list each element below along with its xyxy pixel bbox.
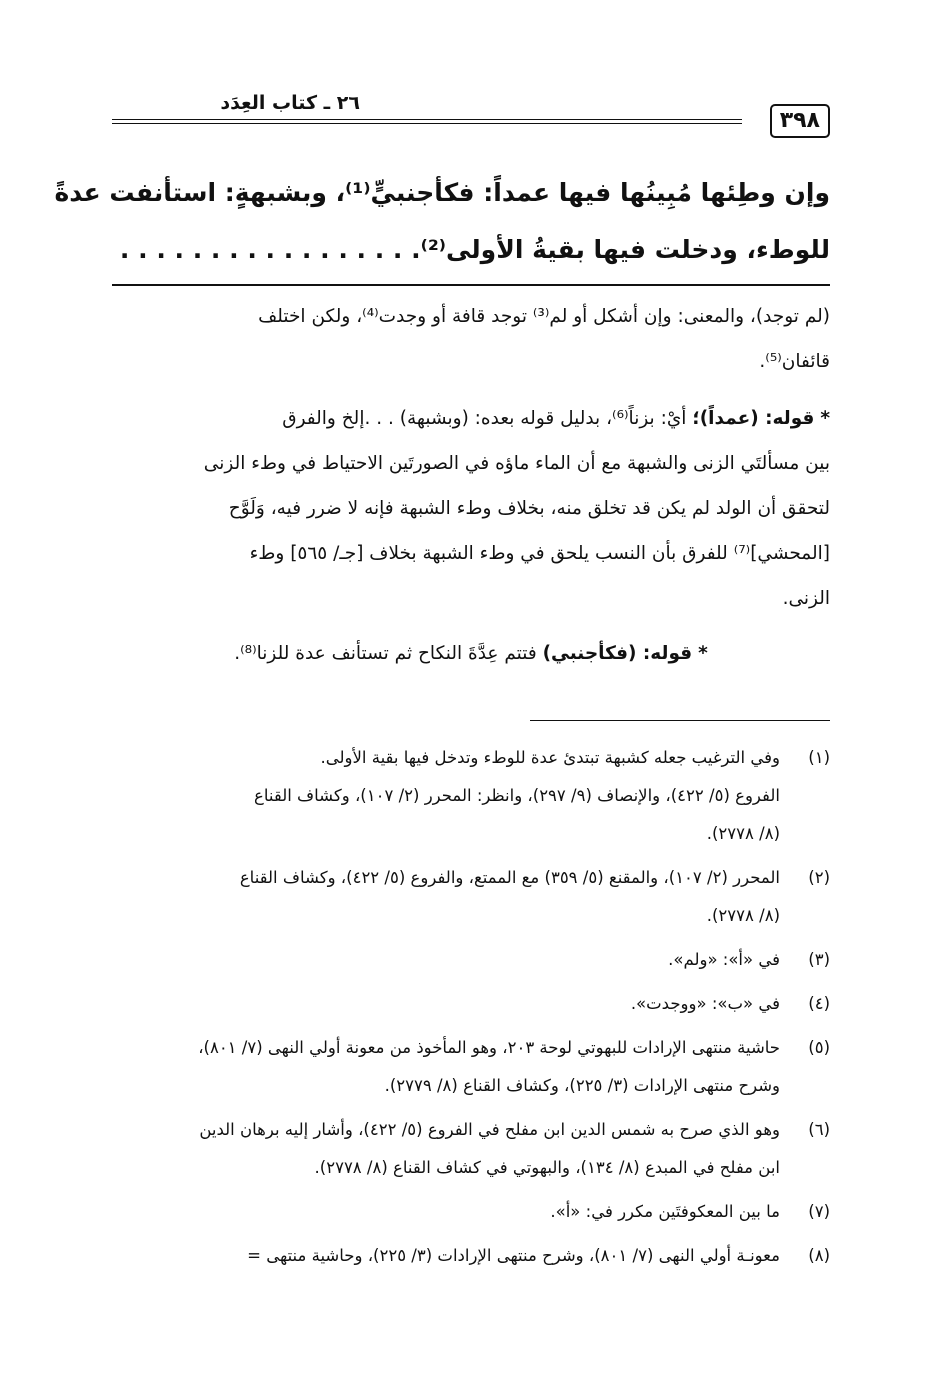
footnote-separator [530,720,830,721]
footnote-line: حاشية منتهى الإرادات للبهوتي لوحة ٢٠٣، وهو المأخوذ من معونة أولي النهى (٧/ ٨٠١)، [198,1038,780,1057]
footnote-line: الفروع (٥/ ٤٢٢)، والإنصاف (٩/ ٢٩٧)، وانظر: المحرر (٢/ ١٠٧)، وكشاف القناع [254,786,780,805]
footnote-number: (١) [808,748,830,767]
footnote-number: (٤) [808,994,830,1013]
footnote [112,1111,830,1187]
footnote [112,1029,830,1105]
footnote-line: في «أ»: «ولم». [668,950,780,969]
commentary-line: قائفان⁽⁵⁾. [759,351,830,372]
footnote-number: (٣) [808,950,830,969]
footnote [112,739,830,853]
footnotes [112,739,830,1275]
footnote-line: (٨/ ٢٧٧٨). [706,824,780,843]
commentary-paragraph-3 [112,631,830,676]
footnote-line: في «ب»: «ووجدت». [630,994,780,1013]
commentary-line [112,396,830,441]
commentary [112,294,830,676]
running-title: ٢٦ ـ كتاب العِدَد [220,92,360,114]
matn-divider [112,284,830,286]
footnote-number: (٨) [808,1246,830,1265]
footnote-number: (٢) [808,868,830,887]
qawluhu-label: قوله: (عمداً)؛ [692,408,815,429]
qawluhu-label: قوله: (فكأجنبي) [542,643,693,664]
footnote [112,941,830,979]
footnote-line: ابن مفلح في المبدع (٨/ ١٣٤)، والبهوتي في كشاف القناع (٨/ ٢٧٧٨). [314,1158,780,1177]
commentary-text: أيْ: بزناً⁽⁶⁾، بدليل قوله بعده: (وبشبهة) . . .إلخ والفرق [282,408,693,429]
matn-text [54,164,830,278]
matn-line-2: للوطء، ودخلت فيها بقيةُ الأولى⁽²⁾. . . . . . . . . . . . . . . . . [119,235,830,264]
footnote [112,1193,830,1231]
footnote-number: (٦) [808,1120,830,1139]
commentary-line: بين مسألتَي الزنى والشبهة مع أن الماء ماؤه في الصورتَين الاحتياط في وطء الزنى [203,453,830,474]
commentary-line: لتحقق أن الولد لم يكن قد تخلق منه، بخلاف وطء الشبهة فإنه لا ضرر فيه، وَلَوَّح [228,498,830,519]
star-marker: * [820,408,830,429]
commentary-line: (لم توجد)، والمعنى: وإن أشكل أو لم⁽³⁾ توجد قافة أو وجدت⁽⁴⁾، ولكن اختلف [258,306,830,327]
footnote-line: المحرر (٢/ ١٠٧)، والمقنع (٥/ ٣٥٩) مع الممتع، والفروع (٥/ ٤٢٢)، وكشاف القناع [239,868,780,887]
footnote-line: (٨/ ٢٧٧٨). [706,906,780,925]
book-page [54,86,830,1275]
header-rule [112,119,742,124]
footnote-line: وفي الترغيب جعله كشبهة تبتدئ عدة للوطء وتدخل فيها بقية الأولى. [320,748,780,767]
footnote [112,859,830,935]
footnote-line: ما بين المعكوفتَين مكرر في: «أ». [550,1202,780,1221]
footnote-number: (٥) [808,1038,830,1057]
footnote-line: معونـة أولي النهى (٧/ ٨٠١)، وشرح منتهى الإرادات (٣/ ٢٢٥)، وحاشية منتهى = [247,1246,780,1265]
commentary-paragraph-1 [112,294,830,384]
commentary-text: فتتم عِدَّةَ النكاح ثم تستأنف عدة للزنا⁽⁸⁾. [234,643,543,664]
commentary-line: الزنى. [782,588,830,609]
commentary-paragraph-2 [112,396,830,621]
footnote [112,985,830,1023]
page-number: ٣٩٨ [770,104,830,138]
footnote-line: وشرح منتهى الإرادات (٣/ ٢٢٥)، وكشاف القناع (٨/ ٢٧٧٩). [384,1076,780,1095]
star-marker: * [698,643,708,664]
footnote-line: وهو الذي صرح به شمس الدين ابن مفلح في الفروع (٥/ ٤٢٢)، وأشار إليه برهان الدين [199,1120,780,1139]
commentary-line: [المحشي]⁽⁷⁾ للفرق بأن النسب يلحق في وطء الشبهة بخلاف [جـ/ ٥٦٥] وطء [249,543,830,564]
page-header [112,86,830,142]
footnote-number: (٧) [808,1202,830,1221]
footnote [112,1237,830,1275]
matn-line-1: وإن وطِئها مُبِينُها فيها عمداً: فكأجنبيٍّ⁽¹⁾، وبشبهةٍ: استأنفت عدةً [54,178,830,207]
